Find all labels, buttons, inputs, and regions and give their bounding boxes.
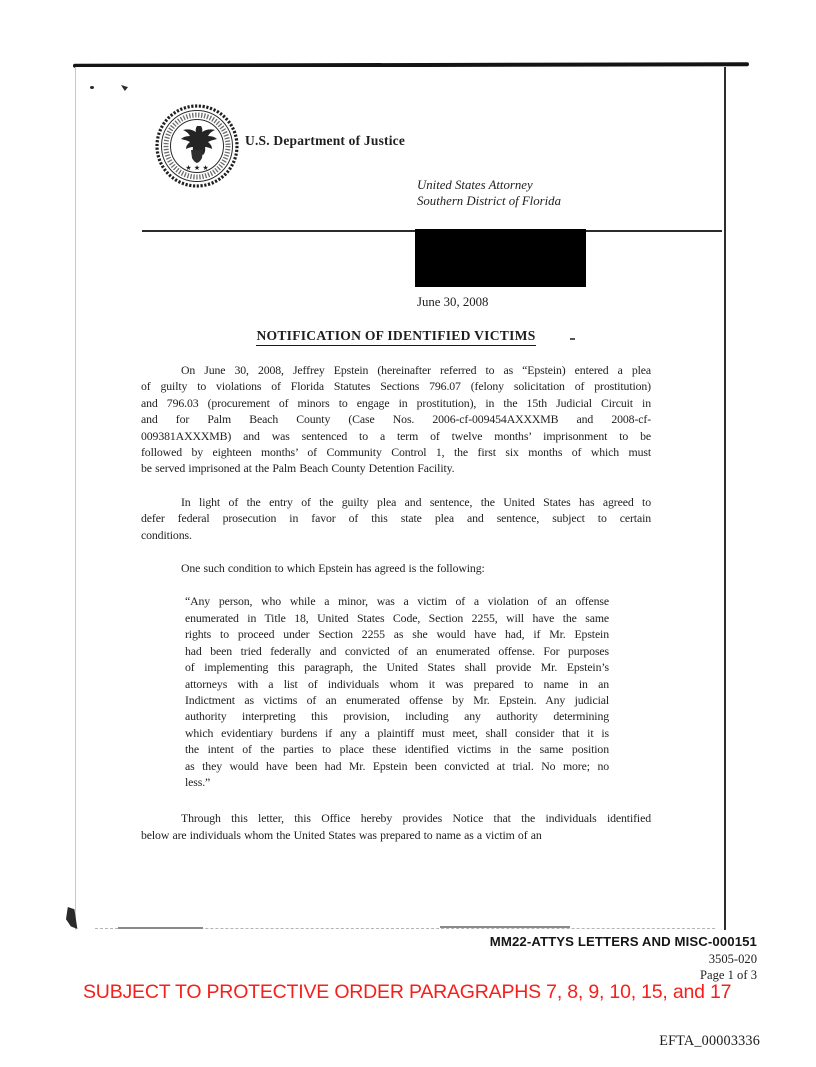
body-paragraph [141, 560, 651, 576]
text-line: less.” [185, 774, 211, 789]
scan-artifact-dash [118, 927, 203, 929]
page-indicator: Page 1 of 3 [699, 968, 757, 982]
text-line: had been tried federally and convicted of an enumerated offense. For purposes [185, 643, 609, 658]
text-line: “Any person, who while a minor, was a victim of a violation of an offense [185, 594, 609, 609]
scan-artifact-dot [90, 86, 94, 89]
document-title-row [141, 327, 651, 346]
text-line: as they would have been had Mr. Epstein been convicted at trial. No more; no [185, 758, 609, 773]
text-line: and for Palm Beach County (Case Nos. 2006-cf-009454AXXXMB and 2008-cf- [141, 412, 651, 427]
text-line: On June 30, 2008, Jeffrey Epstein (hereinafter referred to as “Epstein) entered a plea [181, 363, 651, 377]
text-line: the intent of the parties to place these identified victims in the same position [185, 742, 609, 757]
text-line: authority interpreting this provision, including any authority determining [185, 709, 609, 724]
text-line: One such condition to which Epstein has agreed is the following: [181, 561, 485, 576]
text-line: below are individuals whom the United States was prepared to name as a victim of an [141, 827, 542, 842]
text-line: of guilty to violations of Florida Statutes Sections 796.07 (felony solicitation of prostitution) [141, 379, 651, 394]
text-line: defer federal prosecution in favor of this state plea and sentence, subject to certain [141, 511, 651, 526]
svg-text:★ ★ ★: ★ ★ ★ [185, 164, 209, 172]
agency-name: U.S. Department of Justice [245, 133, 406, 148]
office-line-1: United States Attorney [417, 178, 533, 192]
text-line: be served imprisoned at the Palm Beach County Detention Facility. [141, 461, 455, 476]
text-line: which evidentiary burdens if any a plaintiff must meet, shall consider that it is [185, 725, 609, 740]
text-line: followed by eighteen months’ of Community Control 1, the first six months of which must [141, 445, 651, 460]
redaction-box [415, 229, 586, 287]
text-line: of implementing this paragraph, the United States shall provide Mr. Epstein’s [185, 660, 609, 675]
text-line: enumerated in Title 18, United States Code, Section 2255, will have the same [185, 610, 609, 625]
doj-seal-icon [155, 104, 239, 188]
exhibit-label: MM22-ATTYS LETTERS AND MISC-000151 [489, 934, 757, 949]
letter-body [141, 362, 651, 860]
control-number: 3505-020 [708, 952, 757, 966]
text-line: Indictment as victims of an enumerated offense by Mr. Epstein. Any judicial [185, 692, 609, 707]
body-paragraph [141, 494, 651, 543]
text-line: 009381AXXXMB) and was sentenced to a term of twelve months’ imprisonment to be [141, 428, 651, 443]
body-paragraph [141, 362, 651, 477]
letter-date: June 30, 2008 [417, 295, 489, 309]
text-line: attorneys with a list of individuals whom it was prepared to name in an [185, 676, 609, 691]
scan-artifact-dash [440, 926, 570, 928]
protective-order-notice: SUBJECT TO PROTECTIVE ORDER PARAGRAPHS 7, 8, 9, 10, 15, and 17 [83, 981, 732, 1003]
text-line: rights to proceed under Section 2255 as she would have had, if Mr. Epstein [185, 627, 609, 642]
footer-right-block [337, 934, 757, 983]
body-paragraph [141, 810, 651, 843]
bates-number: EFTA_00003336 [659, 1033, 760, 1049]
text-line: and 796.03 (procurement of minors to engage in prostitution), in the 15th Judicial Circuit in [141, 395, 651, 410]
text-line: conditions. [141, 527, 192, 542]
text-line: Through this letter, this Office hereby provides Notice that the individuals identified [181, 811, 651, 826]
text-line: In light of the entry of the guilty plea and sentence, the United States has agreed to [181, 494, 651, 509]
office-line-2: Southern District of Florida [417, 194, 561, 208]
issuing-office [417, 177, 561, 209]
quoted-condition [185, 593, 609, 790]
document-title: NOTIFICATION OF IDENTIFIED VICTIMS [256, 328, 535, 346]
